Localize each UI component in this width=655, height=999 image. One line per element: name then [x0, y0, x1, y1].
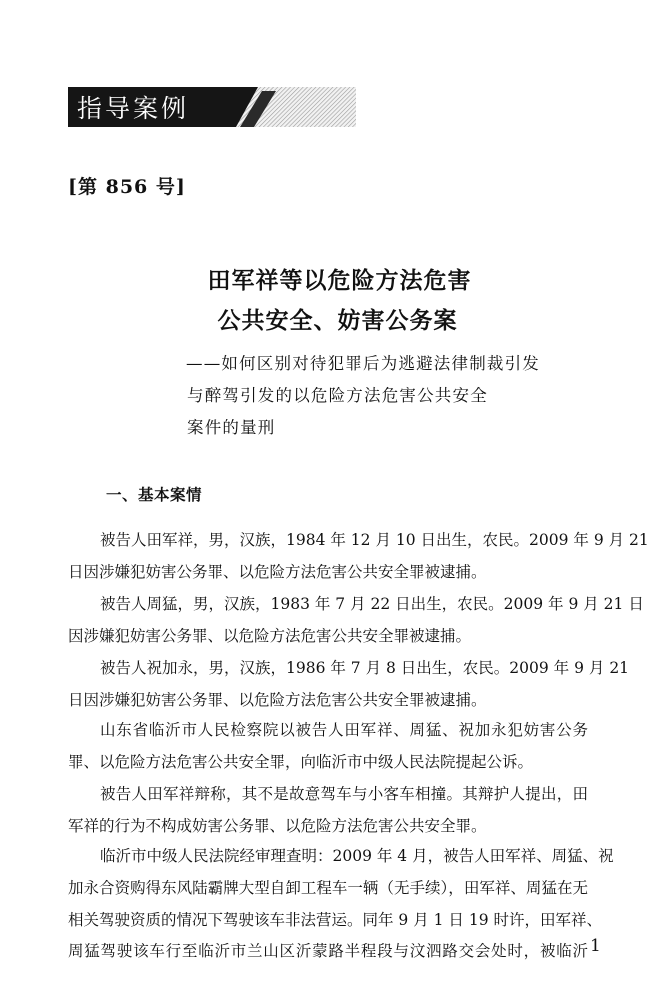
body-line: 罪、以危险方法危害公共安全罪，向临沂市中级人民法院提起公诉。 [68, 753, 534, 771]
body-line: 相关驾驶资质的情况下驾驶该车非法营运。同年 9 月 1 日 19 时许，田军祥、 [68, 911, 603, 929]
body-line: 因涉嫌犯妨害公务罪、以危险方法危害公共安全罪被逮捕。 [68, 627, 472, 645]
subtitle-line-2: 与醉驾引发的以危险方法危害公共安全 [187, 386, 488, 405]
subtitle-line-1: ——如何区别对待犯罪后为逃避法律制裁引发 [186, 354, 540, 373]
body-line: 军祥的行为不构成妨害公务罪、以危险方法危害公共安全罪。 [68, 817, 487, 835]
section-heading: 一、基本案情 [106, 486, 203, 504]
body-line: 周猛驾驶该车行至临沂市兰山区沂蒙路半程段与汶泗路交会处时，被临沂 [68, 942, 588, 960]
banner-hatch-decoration [218, 87, 356, 127]
case-title-line-1: 田军祥等以危险方法危害 [207, 267, 472, 294]
body-line: 山东省临沂市人民检察院以被告人田军祥、周猛、祝加永犯妨害公务 [100, 721, 588, 739]
body-line: 加永合资购得东风陆霸牌大型自卸工程车一辆（无手续），田军祥、周猛在无 [68, 879, 588, 897]
case-title-line-2: 公共安全、妨害公务案 [217, 307, 458, 334]
body-line: 被告人田军祥辩称，其不是故意驾车与小客车相撞。其辩护人提出，田 [100, 785, 588, 803]
banner-label: 指导案例 [77, 94, 190, 123]
body-line: 临沂市中级人民法院经审理查明：2009 年 4 月，被告人田军祥、周猛、祝 [100, 847, 614, 865]
case-number: [第 856 号] [68, 176, 186, 198]
body-line: 日因涉嫌犯妨害公务罪、以危险方法危害公共安全罪被逮捕。 [68, 691, 487, 709]
body-line: 被告人祝加永，男，汉族，1986 年 7 月 8 日出生，农民。2009 年 9 月 21 [100, 659, 630, 677]
body-line: 被告人田军祥，男，汉族，1984 年 12 月 10 日出生，农民。2009 年 9 月 21 [100, 531, 649, 549]
page-number: 1 [590, 936, 601, 956]
body-line: 被告人周猛，男，汉族，1983 年 7 月 22 日出生，农民。2009 年 9 月 21 日 [100, 595, 644, 613]
body-line: 日因涉嫌犯妨害公务罪、以危险方法危害公共安全罪被逮捕。 [68, 563, 487, 581]
section-banner [68, 87, 356, 127]
banner-label-box [68, 87, 226, 127]
subtitle-line-3: 案件的量刑 [187, 418, 276, 437]
